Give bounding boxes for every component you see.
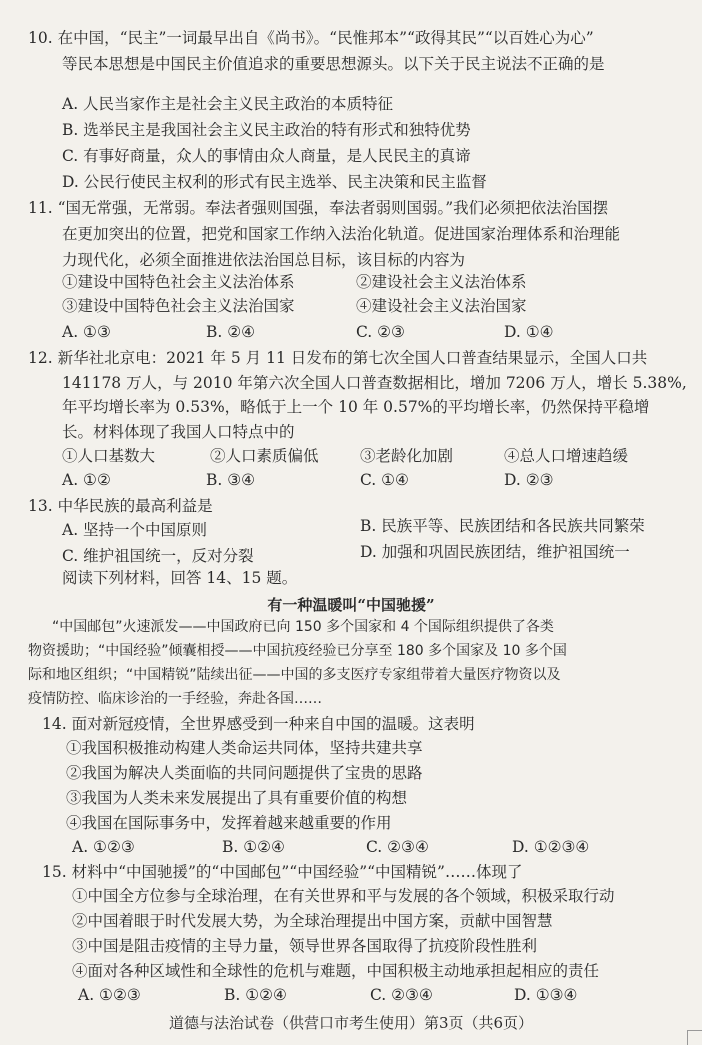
page-corner-divider [687, 1030, 702, 1045]
reading-line-1: “中国邮包”火速派发——中国政府已向 150 多个国家和 4 个国际组织提供了各类 [52, 619, 554, 635]
q11-choice-d: D. ①④ [504, 323, 554, 341]
q13-stem: 13. 中华民族的最高利益是 [28, 497, 213, 515]
reading-title: 有一种温暖叫“中国驰援” [267, 596, 435, 614]
q13-option-d: D. 加强和巩固民族团结，维护祖国统一 [360, 543, 630, 561]
q12-choice-a: A. ①② [62, 471, 111, 489]
q13-option-a: A. 坚持一个中国原则 [62, 521, 208, 539]
q12-stem-line-3: 年平均增长率为 0.53%，略低于上一个 10 年 0.57%的平均增长率，仍然保持平稳增 [62, 398, 650, 416]
q12-item-3: ③老龄化加剧 [360, 447, 454, 465]
q14-choice-c: C. ②③④ [366, 838, 429, 856]
q11-item-1: ①建设中国特色社会主义法治体系 [62, 273, 295, 291]
q13-option-c: C. 维护祖国统一，反对分裂 [62, 547, 254, 565]
q11-item-4: ④建设社会主义法治国家 [356, 297, 527, 315]
q10-stem-line-2: 等民本思想是中国民主价值追求的重要思想源头。以下关于民主说法不正确的是 [62, 55, 605, 73]
q15-stem: 15. 材料中“中国驰援”的“中国邮包”“中国经验”“中国精锐”……体现了 [42, 863, 523, 881]
q11-stem-line-1: 11. “国无常强，无常弱。奉法者强则国强，奉法者弱则国弱。”我们必须把依法治国摆 [28, 199, 609, 217]
q13-option-b: B. 民族平等、民族团结和各民族共同繁荣 [360, 517, 645, 535]
q12-choice-c: C. ①④ [360, 471, 409, 489]
q10-option-d: D. 公民行使民主权利的形式有民主选举、民主决策和民主监督 [62, 173, 487, 191]
q11-choice-b: B. ②④ [206, 323, 256, 341]
q15-choice-a: A. ①②③ [78, 986, 141, 1004]
q15-choice-b: B. ①②④ [224, 986, 287, 1004]
q15-item-1: ①中国全方位参与全球治理，在有关世界和平与发展的各个领域，积极采取行动 [72, 887, 615, 905]
reading-line-4: 疫情防控、临床诊治的一手经验，奔赴各国…… [28, 691, 322, 707]
q12-item-4: ④总人口增速趋缓 [504, 447, 629, 465]
q10-stem-line-1: 10. 在中国，“民主”一词最早出自《尚书》。“民惟邦本”“政得其民”“以百姓心为心” [28, 29, 594, 47]
q14-item-3: ③我国为人类未来发展提出了具有重要价值的构想 [66, 789, 408, 807]
q14-choice-d: D. ①②③④ [512, 838, 590, 856]
q12-stem-line-4: 长。材料体现了我国人口特点中的 [62, 423, 295, 441]
q12-item-2: ②人口素质偏低 [210, 447, 319, 465]
reading-line-3: 际和地区组织；“中国精锐”陆续出征——中国的多支医疗专家组带着大量医疗物资以及 [28, 667, 561, 683]
q10-option-b: B. 选举民主是我国社会主义民主政治的特有形式和独特优势 [62, 121, 471, 139]
q10-option-a: A. 人民当家作主是社会主义民主政治的本质特征 [62, 95, 394, 113]
q12-stem-line-1: 12. 新华社北京电：2021 年 5 月 11 日发布的第七次全国人口普查结果显示，全国人口共 [28, 349, 648, 367]
q10-option-c: C. 有事好商量，众人的事情由众人商量，是人民民主的真谛 [62, 147, 471, 165]
q15-choice-d: D. ①③④ [514, 986, 578, 1004]
q11-item-3: ③建设中国特色社会主义法治国家 [62, 297, 295, 315]
q11-choice-a: A. ①③ [62, 323, 111, 341]
q11-stem-line-2: 在更加突出的位置，把党和国家工作纳入法治化轨道。促进国家治理体系和治理能 [62, 225, 621, 243]
q14-item-2: ②我国为解决人类面临的共同问题提供了宝贵的思路 [66, 764, 423, 782]
q15-item-3: ③中国是阻击疫情的主导力量，领导世界各国取得了抗疫阶段性胜利 [72, 937, 538, 955]
q15-item-4: ④面对各种区域性和全球性的危机与难题，中国积极主动地承担起相应的责任 [72, 962, 600, 980]
q14-item-4: ④我国在国际事务中，发挥着越来越重要的作用 [66, 814, 392, 832]
page-footer: 道德与法治试卷（供营口市考生使用）第3页（共6页） [168, 1014, 534, 1032]
q14-choice-b: B. ①②④ [222, 838, 285, 856]
reading-line-2: 物资援助；“中国经验”倾囊相授——中国抗疫经验已分享至 180 多个国家及 10 多个国 [28, 643, 567, 659]
q12-item-1: ①人口基数大 [62, 447, 156, 465]
q12-choice-b: B. ③④ [206, 471, 256, 489]
q11-item-2: ②建设社会主义法治体系 [356, 273, 527, 291]
q11-choice-c: C. ②③ [356, 323, 405, 341]
q14-choice-a: A. ①②③ [72, 838, 135, 856]
q15-item-2: ②中国着眼于时代发展大势，为全球治理提出中国方案，贡献中国智慧 [72, 912, 553, 930]
q15-choice-c: C. ②③④ [370, 986, 433, 1004]
q12-choice-d: D. ②③ [504, 471, 554, 489]
q13-instruction: 阅读下列材料，回答 14、15 题。 [62, 569, 298, 587]
q12-stem-line-2: 141178 万人，与 2010 年第六次全国人口普查数据相比，增加 7206 万人，增长 5.38%, [62, 374, 687, 392]
q14-item-1: ①我国积极推动构建人类命运共同体，坚持共建共享 [66, 739, 423, 757]
q11-stem-line-3: 力现代化，必须全面推进依法治国总目标，该目标的内容为 [62, 251, 466, 269]
q14-stem: 14. 面对新冠疫情，全世界感受到一种来自中国的温暖。这表明 [42, 715, 475, 733]
